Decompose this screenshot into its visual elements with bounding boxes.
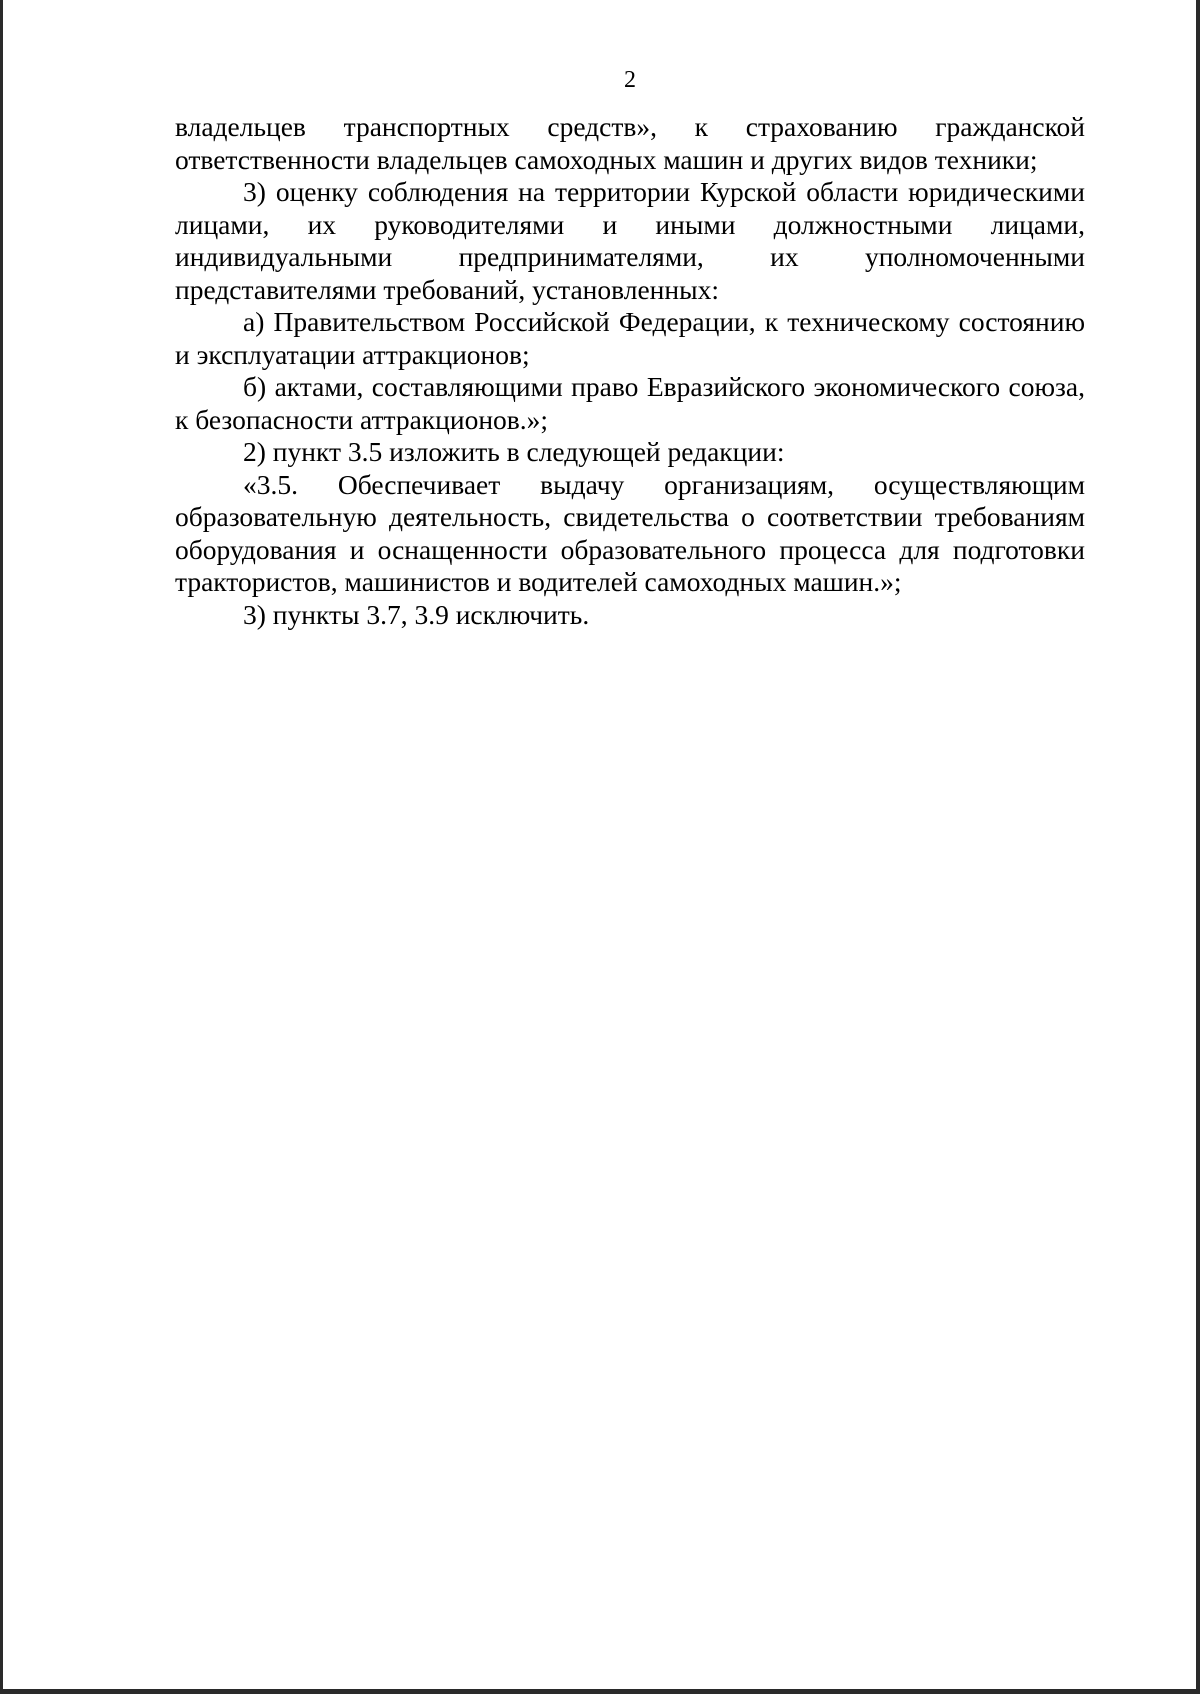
document-page [175, 60, 1085, 631]
paragraph-continuation: владельцев транспортных средств», к страхованию гражданской ответственности владельцев самоходных машин и других видов техники; [175, 111, 1085, 175]
paragraph-item-3-assessment: 3) оценку соблюдения на территории Курской области юридическими лицами, их руководителями и иными должностными лицами, индивидуальными предпринимателями, их уполномоченными представителями требований, установленных: [175, 176, 1085, 305]
paragraph-clause-3-5: «3.5. Обеспечивает выдачу организациям, осуществляющим образовательную деятельность, свидетельства о соответствии требованиям оборудования и оснащенности образовательного процесса для подготовки трактористов, машинистов и водителей самоходных машин.»; [175, 468, 1085, 597]
page-number: 2 [624, 67, 636, 93]
paragraph-item-3-exclude: 3) пункты 3.7, 3.9 исключить. [243, 598, 590, 630]
paragraph-subitem-b: б) актами, составляющими право Евразийского экономического союза, к безопасности аттракционов.»; [175, 371, 1085, 435]
paragraph-subitem-a: а) Правительством Российской Федерации, к техническому состоянию и эксплуатации аттракционов; [175, 306, 1085, 370]
paragraph-item-2: 2) пункт 3.5 изложить в следующей редакции: [243, 436, 785, 467]
